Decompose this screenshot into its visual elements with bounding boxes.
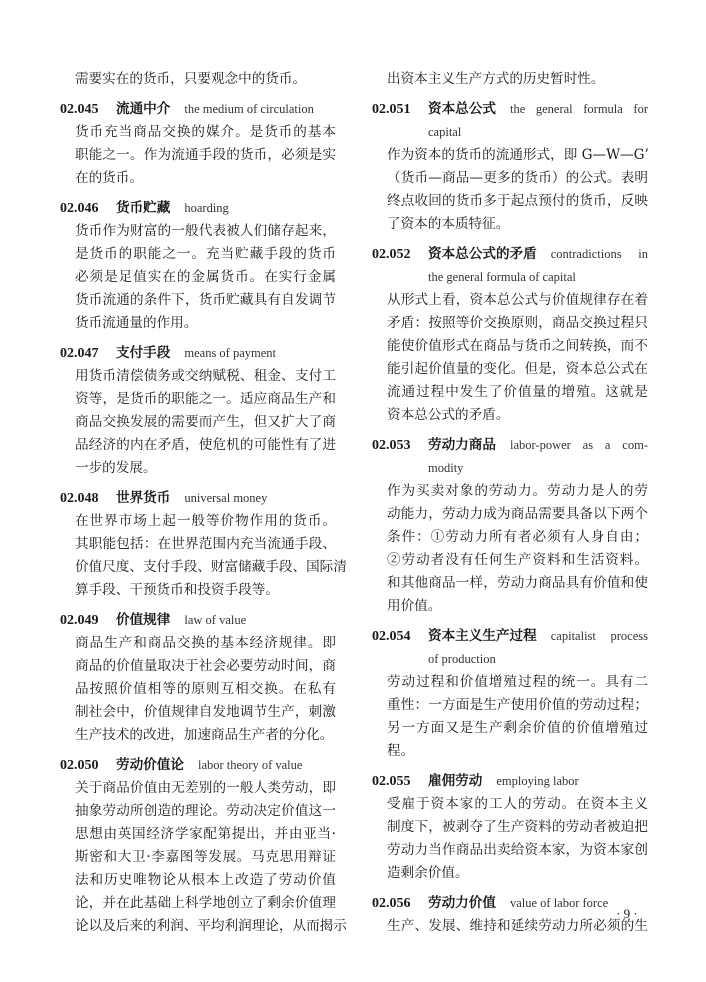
entry-english: labor-power as a com- [509,438,648,452]
entry-body-line: 资本总公式的矛盾。 [387,407,510,423]
entry-heading [372,892,648,915]
entry-body-line: 在世界市场上起一般等价物作用的货币。 [75,513,336,529]
entry-body-line: ②劳动者没有任何生产资料和生活资料。 [387,552,648,568]
entry-term: 雇佣劳动 [428,773,483,789]
entry-english: means of payment [184,346,277,360]
continuation-line: 出资本主义生产方式的历史暂时性。 [387,71,605,87]
entry-term: 资本主义生产过程 [428,628,537,644]
entry-term: 劳动力价值 [428,895,496,911]
entry-body-line: 职能之一。作为流通手段的货币，必须是实 [75,147,336,163]
entry-english-continued: modity [428,461,464,475]
entry-english: contradictions in [550,247,648,261]
glossary-entry [372,243,648,427]
entry-code: 02.045 [60,102,99,117]
entry-heading [60,342,336,365]
right-column [372,68,648,938]
entry-body-line: 抽象劳动所创造的理论。劳动决定价值这一 [75,803,336,819]
entry-body-line: 是货币的职能之一。充当贮藏手段的货币 [75,246,336,262]
glossary-entry [60,754,347,938]
entry-term: 价值规律 [116,612,171,628]
glossary-entry [372,892,648,938]
entry-body-line: 制社会中，价值规律自发地调节生产，刺激 [75,704,336,720]
glossary-entry [60,609,336,747]
entry-english: employing labor [496,774,579,788]
entry-body-line: 其职能包括：在世界范围内充当流通手段、 [75,536,336,552]
entry-body-line: 生产、发展、维持和延续劳动力所必须的生 [387,918,648,934]
entry-body-line: （货币—商品—更多的货币）的公式。表明 [387,170,648,186]
glossary-entry [60,197,336,335]
entry-code: 02.049 [60,613,99,628]
entry-body-line: 程。 [387,743,415,759]
entry-heading [60,487,336,510]
entry-heading [60,754,336,777]
entry-english: value of labor force [509,896,609,910]
glossary-entry [372,98,648,236]
entry-heading [60,98,336,121]
entry-code: 02.050 [60,758,99,773]
entry-body-line: 重性：一方面是生产使用价值的劳动过程； [387,697,648,713]
glossary-entry [372,434,648,618]
entry-body-line: 另一方面又是生产剩余价值的价值增殖过 [387,720,648,736]
entry-english: universal money [184,491,268,505]
entry-heading [372,625,648,648]
entry-code: 02.048 [60,491,99,506]
entry-body-line: 论，并在此基础上科学地创立了剩余价值理 [75,895,336,911]
entry-english: the medium of circulation [184,102,314,116]
entry-code: 02.054 [372,629,411,644]
entry-body-line: 商品的价值量取决于社会必要劳动时间，商 [75,658,336,674]
entry-term: 劳动价值论 [116,757,184,773]
entry-english: capitalist process [550,629,648,643]
entry-code: 02.051 [372,102,411,117]
entry-body-line: 在的货币。 [75,170,143,186]
glossary-entry [372,770,648,885]
entry-body-line: 用价值。 [387,598,442,614]
entry-heading [372,243,648,266]
entry-body-line: 品经济的内在矛盾，使危机的可能性有了进 [75,437,336,453]
entry-body-line: 从形式上看，资本总公式与价值规律存在着 [387,292,648,308]
entry-code: 02.047 [60,346,99,361]
entry-english-continued: the general formula of capital [428,270,576,284]
entry-term: 资本总公式的矛盾 [428,246,537,262]
entry-body-line: 货币充当商品交换的媒介。是货币的基本 [75,124,336,140]
entry-body-line: 货币作为财富的一般代表被人们储存起来， [75,223,336,239]
entry-body-line: 货币流通的条件下，货币贮藏具有自发调节 [75,292,336,308]
entry-body-line: 必须是足值实在的金属货币。在实行金属 [75,269,336,285]
entry-body-line: 关于商品价值由无差别的一般人类劳动，即 [75,780,336,796]
entry-body-line: 思想由英国经济学家配第提出，并由亚当· [75,826,336,842]
entry-body-line: 动能力，劳动力成为商品需要具备以下两个 [387,506,648,522]
entry-english-continued: capital [428,125,462,139]
entry-body-line: 商品生产和商品交换的基本经济规律。即 [75,635,336,651]
entry-code: 02.053 [372,438,411,453]
entry-body-line: 价值尺度、支付手段、财富储藏手段、国际清 [75,559,347,575]
glossary-entry [60,342,336,480]
entry-body-line: 流通过程中发生了价值量的增殖。这就是 [387,384,648,400]
entry-body-line: 一步的发展。 [75,460,157,476]
entry-code: 02.055 [372,774,411,789]
entry-body-line: 资等，是货币的职能之一。适应商品生产和 [75,391,336,407]
entry-body-line: 论以及后来的利润、平均利润理论，从而揭示 [75,918,347,934]
entry-body-line: 条件：①劳动力所有者必须有人身自由； [387,529,648,545]
entry-body-line: 矛盾：按照等价交换原则，商品交换过程只 [387,315,648,331]
page-number: · 9 · [616,906,638,921]
entry-term: 劳动力商品 [428,437,496,453]
entry-heading [60,197,336,220]
entry-body-line: 商品交换发展的需要而产生，但又扩大了商 [75,414,336,430]
entry-english: the general formula for [509,102,648,116]
entry-term: 支付手段 [116,345,171,361]
entry-body-line: 斯密和大卫·李嘉图等发展。马克思用辩证 [75,849,336,865]
entry-english: law of value [184,613,247,627]
entry-body-line: 劳动力当作商品出卖给资本家，为资本家创 [387,842,648,858]
entry-term: 资本总公式 [428,101,496,117]
continuation-line: 需要实在的货币，只要观念中的货币。 [75,71,307,87]
entry-heading [372,98,648,121]
entry-english-continued: of production [428,652,496,666]
entry-heading [60,609,336,632]
entry-body-line: 制度下，被剥夺了生产资料的劳动者被迫把 [387,819,648,835]
glossary-entry [60,98,336,190]
entry-body-line: 货币流通量的作用。 [75,315,198,331]
entry-body-line: 作为资本的货币的流通形式，即 G—W—G’ [387,147,649,163]
entry-body-line: 造剩余价值。 [387,865,469,881]
entry-english: labor theory of value [197,758,303,772]
entry-term: 世界货币 [116,490,171,506]
entry-code: 02.052 [372,247,411,262]
entry-heading [372,770,648,793]
left-column [60,68,347,938]
entry-heading [372,434,648,457]
entry-code: 02.056 [372,896,411,911]
entry-body-line: 了资本的本质特征。 [387,216,510,232]
entry-body-line: 法和历史唯物论从根本上改造了劳动价值 [75,872,336,888]
entry-term: 流通中介 [116,101,171,117]
entry-term: 货币贮藏 [116,200,171,216]
entry-body-line: 用货币清偿债务或交纳赋税、租金、支付工 [75,368,336,384]
entry-body-line: 劳动过程和价值增殖过程的统一。具有二 [387,674,648,690]
entry-body-line: 终点收回的货币多于起点预付的货币，反映 [387,193,648,209]
entry-body-line: 品按照价值相等的原则互相交换。在私有 [75,681,336,697]
entry-code: 02.046 [60,201,99,216]
entry-body-line: 能引起价值量的变化。但是，资本总公式在 [387,361,648,377]
glossary-entry [60,487,347,602]
entry-body-line: 和其他商品一样，劳动力商品具有价值和使 [387,575,648,591]
entry-body-line: 作为买卖对象的劳动力。劳动力是人的劳 [387,483,648,499]
entry-body-line: 生产技术的改进，加速商品生产者的分化。 [75,727,334,743]
entry-body-line: 能使价值形式在商品与货币之间转换，而不 [387,338,648,354]
entry-body-line: 受雇于资本家的工人的劳动。在资本主义 [387,796,648,812]
entry-body-line: 算手段、干预货币和投资手段等。 [75,582,279,598]
entry-english: hoarding [184,201,229,215]
glossary-entry [372,625,648,763]
